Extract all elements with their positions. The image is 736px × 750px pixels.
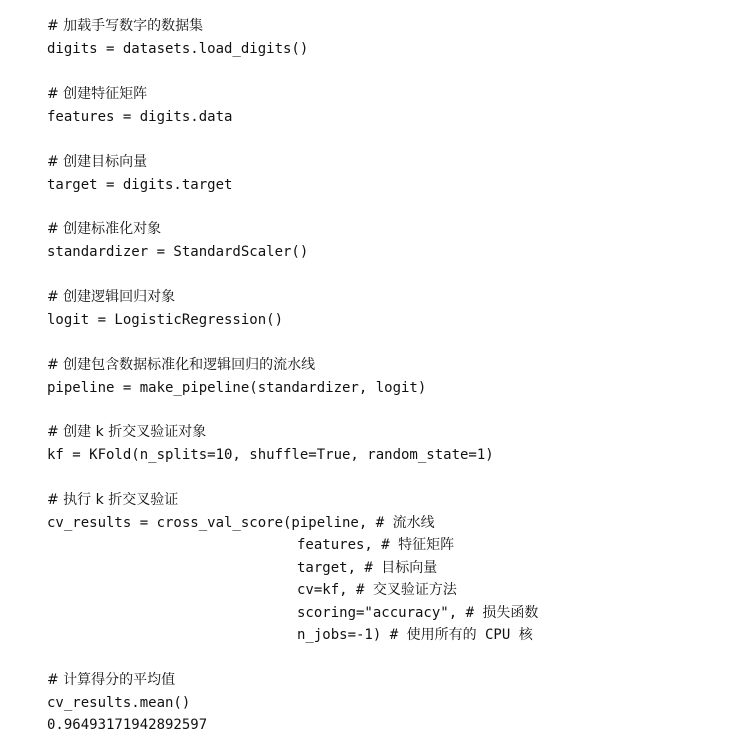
comment-features: # 创建特征矩阵: [47, 86, 148, 102]
comment-mean: # 计算得分的平均值: [47, 672, 176, 688]
code-arg-cv: cv=kf, # 交叉验证方法: [297, 582, 457, 598]
code-arg-scoring: scoring="accuracy", # 损失函数: [297, 605, 539, 621]
comment-kfold: # 创建 k 折交叉验证对象: [47, 424, 207, 440]
code-mean: cv_results.mean(): [47, 695, 191, 711]
code-pipeline: pipeline = make_pipeline(standardizer, logit): [47, 380, 427, 396]
code-kfold: kf = KFold(n_splits=10, shuffle=True, random_state=1): [47, 447, 494, 463]
code-arg-n-jobs: n_jobs=-1) # 使用所有的 CPU 核: [297, 627, 533, 643]
comment-load-digits: # 加载手写数字的数据集: [47, 18, 204, 34]
code-arg-target: target, # 目标向量: [297, 560, 438, 576]
code-logit: logit = LogisticRegression(): [47, 312, 284, 328]
code-load-digits: digits = datasets.load_digits(): [47, 41, 309, 57]
comment-run-cv: # 执行 k 折交叉验证: [47, 492, 179, 508]
code-standardizer: standardizer = StandardScaler(): [47, 244, 309, 260]
comment-target: # 创建目标向量: [47, 154, 148, 170]
output-mean-value: 0.96493171942892597: [47, 717, 208, 733]
code-target: target = digits.target: [47, 177, 233, 193]
comment-pipeline: # 创建包含数据标准化和逻辑回归的流水线: [47, 357, 316, 373]
code-cross-val-score: cv_results = cross_val_score(pipeline, # 流水线: [47, 515, 435, 531]
comment-logit: # 创建逻辑回归对象: [47, 289, 176, 305]
comment-standardizer: # 创建标准化对象: [47, 221, 162, 237]
code-arg-features: features, # 特征矩阵: [297, 537, 455, 553]
code-features: features = digits.data: [47, 109, 233, 125]
